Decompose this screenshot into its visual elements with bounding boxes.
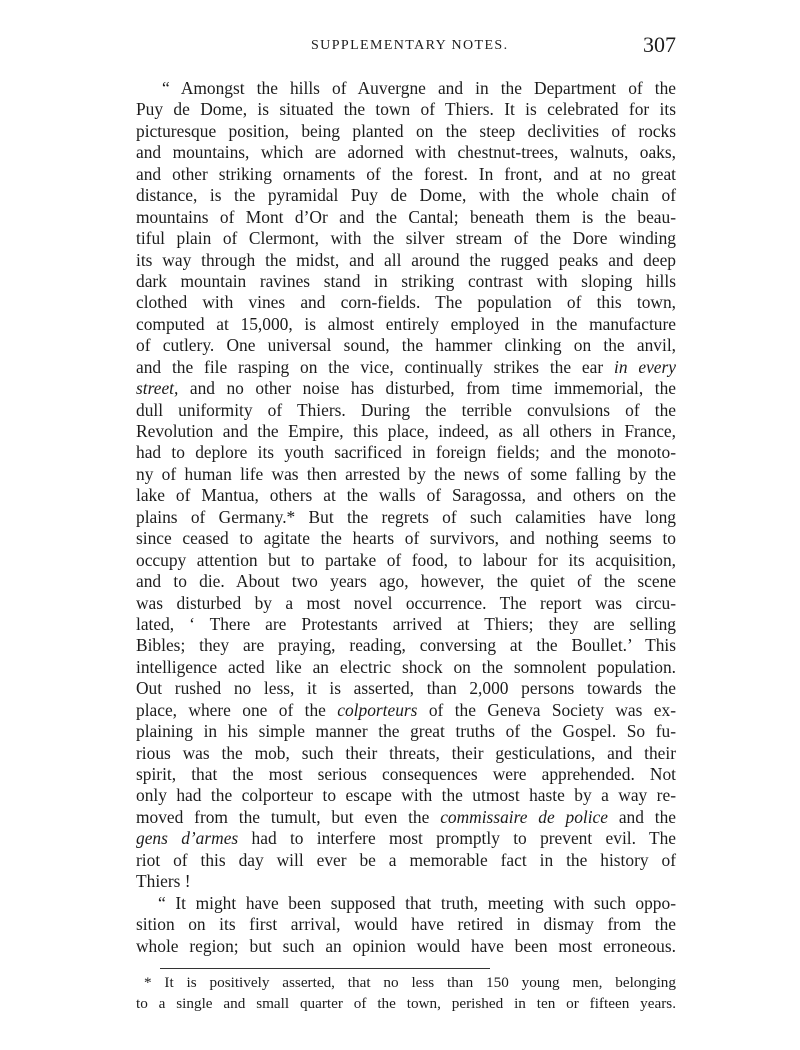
text-line: lake of Mantua, others at the walls of Saragossa, and others on the	[136, 485, 676, 506]
text-run: of the Geneva Society was ex-	[428, 699, 676, 720]
italic-phrase: commissaire de police	[440, 806, 608, 827]
text-line: dull uniformity of Thiers. During the terrible convulsions of the	[136, 399, 676, 420]
text-line: had to deplore its youth sacrificed in foreign fields; and the monoto-	[136, 442, 676, 463]
text-run: moved from the tumult, but even the	[136, 806, 430, 827]
italic-phrase: colporteurs	[337, 699, 418, 720]
text-line: and other striking ornaments of the forest. In front, and at no great	[136, 163, 676, 184]
text-line: sition on its first arrival, would have retired in dismay from the	[136, 914, 676, 935]
text-line: Puy de Dome, is situated the town of Thiers. It is celebrated for its	[136, 99, 676, 120]
text-line: computed at 15,000, is almost entirely employed in the manufacture	[136, 313, 676, 334]
text-line: whole region; but such an opinion would have been most erroneous.	[136, 935, 676, 956]
footnote-line: * It is positively asserted, that no less than 150 young men, belonging	[144, 974, 676, 991]
text-line: ny of human life was then arrested by the news of some falling by the	[136, 463, 676, 484]
footnote-divider	[160, 968, 490, 969]
footnote	[136, 972, 676, 1014]
text-line: of cutlery. One universal sound, the hammer clinking on the anvil,	[136, 335, 676, 356]
text-line: riot of this day will ever be a memorable fact in the history of	[136, 849, 676, 870]
text-line: and mountains, which are adorned with chestnut-trees, walnuts, oaks,	[136, 142, 676, 163]
text-run: place, where one of the	[136, 699, 326, 720]
paragraph-thiers-description	[136, 78, 676, 893]
text-run: and the	[618, 806, 677, 827]
text-line	[136, 357, 676, 378]
text-line: rious was the mob, such their threats, their gesticulations, and their	[136, 742, 676, 763]
text-line: distance, is the pyramidal Puy de Dome, with the whole chain of	[136, 185, 676, 206]
page-number: 307	[643, 32, 676, 57]
body-text	[136, 78, 676, 957]
text-line: Out rushed no less, it is asserted, than 2,000 persons towards the	[136, 678, 676, 699]
text-line: lated, ‘ There are Protestants arrived at Thiers; they are selling	[136, 613, 676, 634]
text-line: only had the colporteur to escape with the utmost haste by a way re-	[136, 785, 676, 806]
text-line: since ceased to agitate the hearts of survivors, and nothing seems to	[136, 528, 676, 549]
text-line: was disturbed by a most novel occurrence. The report was circu-	[136, 592, 676, 613]
text-line	[136, 807, 676, 828]
text-line: dark mountain ravines stand in striking contrast with sloping hills	[136, 270, 676, 291]
italic-phrase: in every	[613, 356, 676, 377]
text-line: “ It might have been supposed that truth, meeting with such oppo-	[158, 892, 676, 913]
text-line	[136, 700, 676, 721]
text-line: spirit, that the most serious consequences were apprehended. Not	[136, 764, 676, 784]
text-line: and to die. About two years ago, however, the quiet of the scene	[136, 571, 676, 592]
running-title: SUPPLEMENTARY NOTES.	[311, 38, 509, 53]
text-line: Thiers !	[136, 871, 191, 892]
text-line: plains of Germany.* But the regrets of such calamities have long	[136, 506, 676, 527]
text-run: and no other noise has disturbed, from time immemorial, the	[189, 378, 676, 399]
text-line: occupy attention but to partake of food, to labour for its acquisition,	[136, 549, 676, 570]
text-line: picturesque position, being planted on the steep declivities of rocks	[136, 120, 676, 141]
text-line: plaining in his simple manner the great truths of the Gospel. So fu-	[136, 721, 676, 742]
text-line: intelligence acted like an electric shock on the somnolent population.	[136, 656, 676, 677]
text-line: its way through the midst, and all around the rugged peaks and deep	[136, 249, 676, 270]
italic-phrase: street,	[136, 378, 179, 399]
text-run: and the file rasping on the vice, continually strikes the ear	[136, 356, 604, 377]
italic-phrase: gens d’armes	[136, 828, 239, 849]
text-line: mountains of Mont d’Or and the Cantal; beneath them is the beau-	[136, 206, 676, 227]
text-line	[136, 828, 676, 849]
text-line: Bibles; they are praying, reading, conversing at the Boullet.’ This	[136, 635, 676, 656]
text-run: had to interfere most promptly to prevent evil. The	[251, 828, 676, 849]
text-line: Revolution and the Empire, this place, indeed, as all others in France,	[136, 421, 676, 441]
text-line: clothed with vines and corn-fields. The population of this town,	[136, 292, 676, 313]
running-head	[136, 32, 676, 62]
text-line	[136, 378, 676, 399]
paragraph-opposition	[136, 893, 676, 957]
text-line: tiful plain of Clermont, with the silver stream of the Dore winding	[136, 228, 676, 249]
text-line: “ Amongst the hills of Auvergne and in the Department of the	[162, 78, 676, 98]
footnote-line: to a single and small quarter of the town, perished in ten or fifteen years.	[136, 995, 676, 1012]
